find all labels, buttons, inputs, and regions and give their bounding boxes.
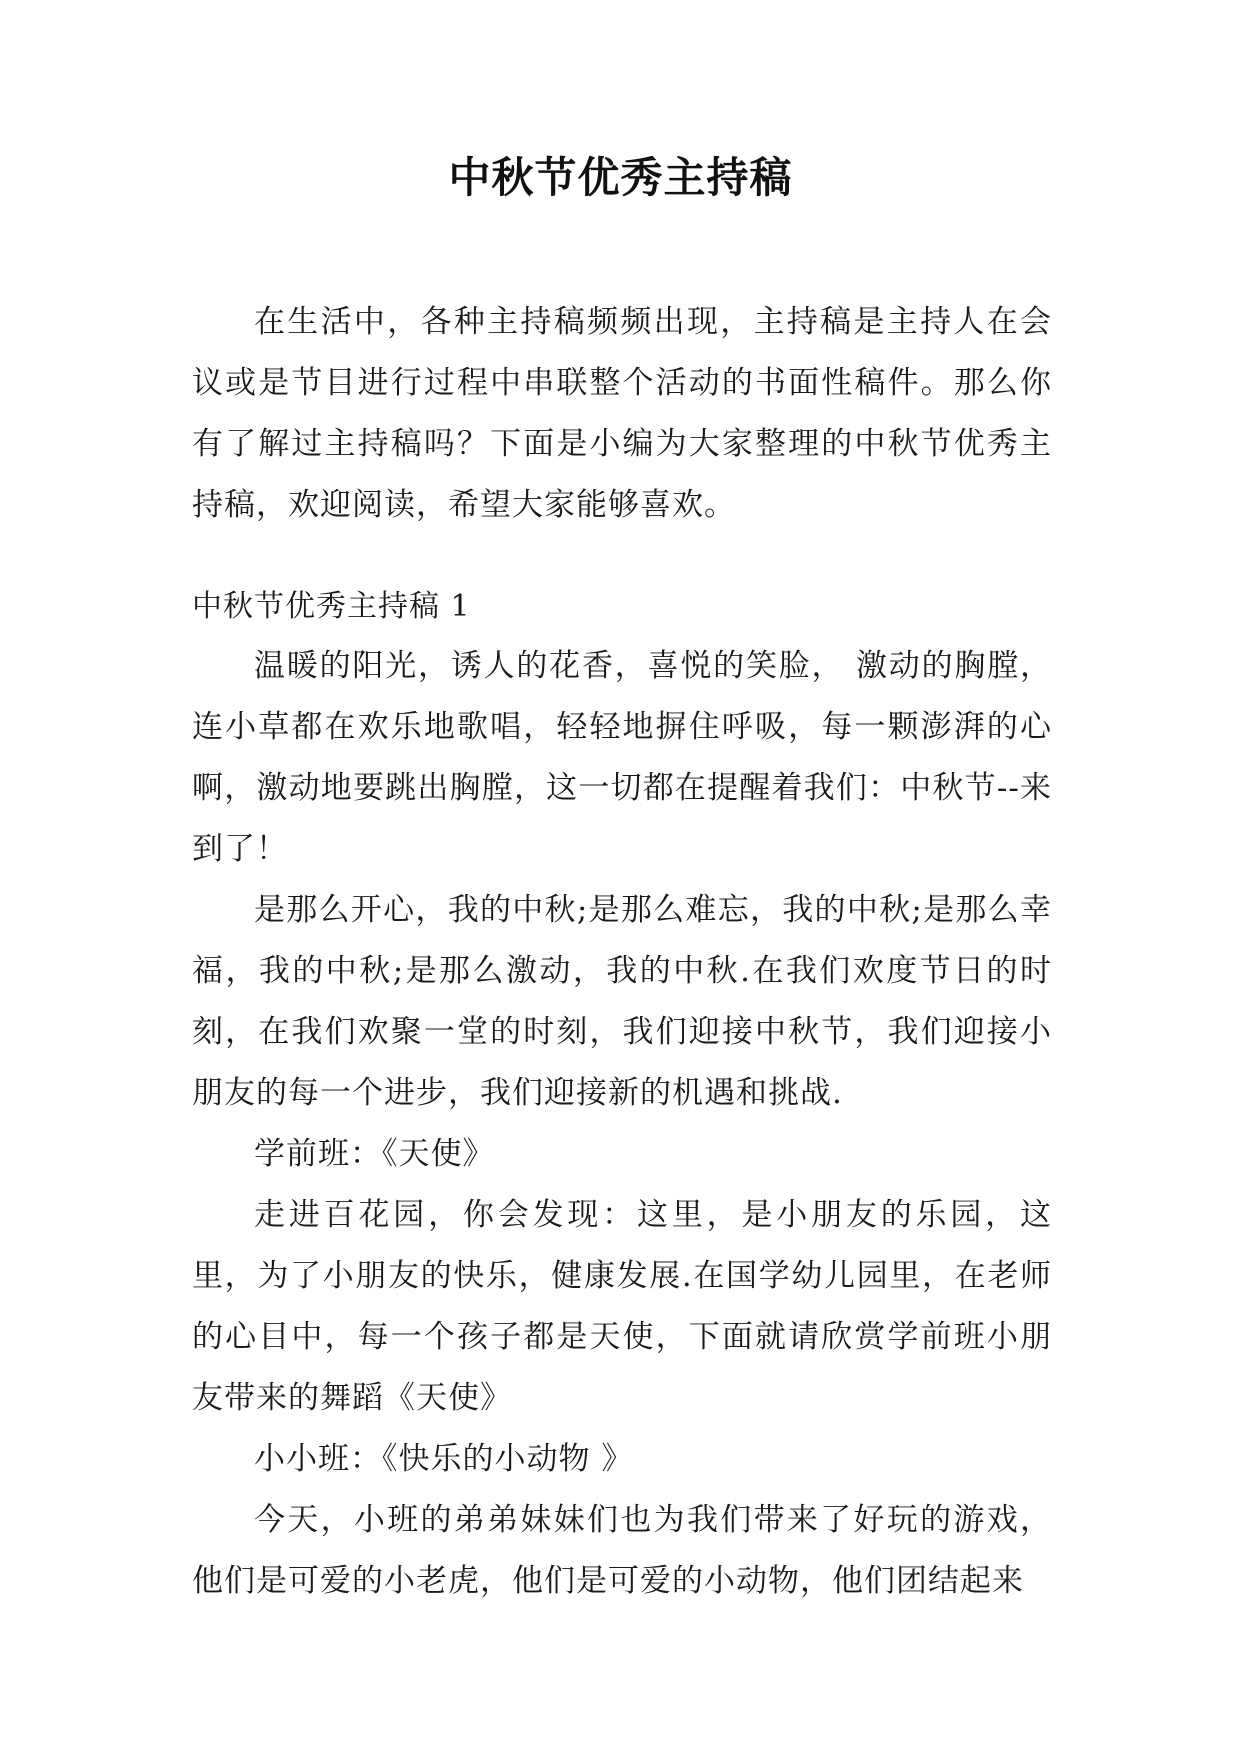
body-paragraph: 走进百花园，你会发现：这里，是小朋友的乐园，这里，为了小朋友的快乐，健康发展.在国学幼儿园里，在老师的心目中，每一个孩子都是天使，下面就请欣赏学前班小朋友带来的舞蹈《天使》 [192,1197,1052,1416]
intro-paragraph: 在生活中，各种主持稿频频出现，主持稿是主持人在会议或是节目进行过程中串联整个活动的书面性稿件。那么你有了解过主持稿吗？下面是小编为大家整理的中秋节优秀主持稿，欢迎阅读，希望大家能够喜欢。 [192,304,1052,523]
program-title: 学前班：《天使》 [254,1136,495,1172]
document-title: 中秋节优秀主持稿 [448,153,793,202]
section-heading: 中秋节优秀主持稿 1 [192,589,471,624]
body-paragraph: 温暖的阳光，诱人的花香，喜悦的笑脸， 激动的胸膛，连小草都在欢乐地歌唱，轻轻地摒住呼吸，每一颗澎湃的心啊，激动地要跳出胸膛，这一切都在提醒着我们：中秋节--来到了！ [192,648,1052,867]
body-paragraph: 今天，小班的弟弟妹妹们也为我们带来了好玩的游戏，他们是可爱的小老虎，他们是可爱的小动物，他们团结起来 [192,1502,1052,1599]
program-title: 小小班：《快乐的小动物 》 [254,1441,634,1477]
document-body [192,292,1052,1612]
body-paragraph: 是那么开心，我的中秋;是那么难忘，我的中秋;是那么幸福，我的中秋;是那么激动，我的中秋.在我们欢度节日的时刻，在我们欢聚一堂的时刻，我们迎接中秋节，我们迎接小朋友的每一个进步，我们迎接新的机遇和挑战. [192,892,1052,1111]
